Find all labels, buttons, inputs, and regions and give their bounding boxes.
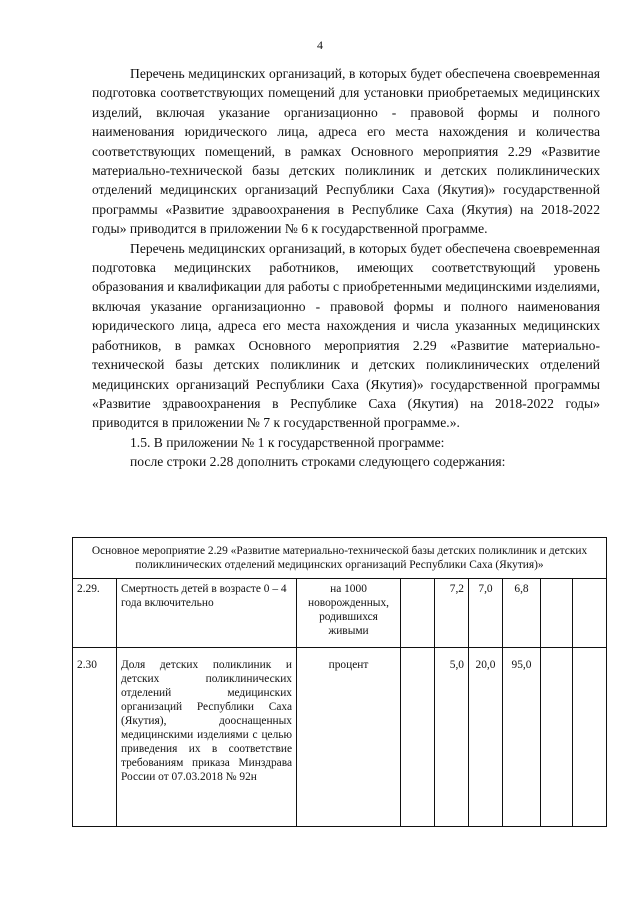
page-number: 4 — [317, 38, 323, 52]
table-row — [73, 579, 607, 648]
empty-cell — [541, 648, 573, 827]
paragraph-3: 1.5. В приложении № 1 к государственной программе: — [130, 434, 445, 450]
empty-cell — [401, 579, 435, 648]
empty-cell — [573, 648, 607, 827]
table-header-row — [73, 538, 607, 579]
table-header-cell: Основное мероприятие 2.29 «Развитие материально-технической базы детских поликлиник и детских поликлинических отделений медицинских организаций Республики Саха (Якутия)» — [73, 538, 607, 579]
indicators-table-wrapper — [72, 537, 606, 827]
value-cell: 95,0 — [503, 648, 541, 827]
value-cell: 7,0 — [469, 579, 503, 648]
indicators-table — [72, 537, 607, 827]
indicator-name: Доля детских поликлиник и детских поликлинических отделений медицинских организаций Республики Саха (Якутия), дооснащенных медицинскими изделиями с целью приведения их в соответствие требованиям приказа Минздрава России от 07.03.2018 № 92н — [117, 648, 297, 827]
empty-cell — [401, 648, 435, 827]
paragraph-4: после строки 2.28 дополнить строками следующего содержания: — [130, 454, 506, 470]
row-number: 2.29. — [73, 579, 117, 648]
body-text — [92, 64, 600, 472]
paragraph-1: Перечень медицинских организаций, в которых будет обеспечена своевременная подготовка соответствующих помещений для установки приобретаемых медицинских изделий, включая указание организационно - правовой формы и полного наименования юридического лица, адреса его места нахождения и количества соответствующих помещений, в рамках Основного мероприятия 2.29 «Развитие материально-технической базы детских поликлиник и детских поликлинических отделений медицинских организаций Республики Саха (Якутия)» государственной программы «Развитие здравоохранения в Республике Саха (Якутия) на 2018-2022 годы» приводится в приложении № 6 к государственной программе. — [92, 66, 600, 237]
value-cell: 20,0 — [469, 648, 503, 827]
indicator-name: Смертность детей в возрасте 0 – 4 года включительно — [117, 579, 297, 648]
empty-cell — [573, 579, 607, 648]
paragraph-2: Перечень медицинских организаций, в которых будет обеспечена своевременная подготовка медицинских работников, имеющих соответствующий уровень образования и квалификации для работы с приобретенными медицинскими изделиями, включая указание организационно - правовой формы и полного наименования юридического лица, адреса его места нахождения и числа указанных медицинских работников, в рамках Основного мероприятия 2.29 «Развитие материально-технической базы детских поликлиник и детских поликлинических отделений медицинских организаций Республики Саха (Якутия)» государственной программы «Развитие здравоохранения в Республике Саха (Якутия) на 2018-2022 годы» приводится в приложении № 7 к государственной программе.». — [92, 240, 600, 431]
empty-cell — [541, 579, 573, 648]
table-row — [73, 648, 607, 827]
unit-cell: процент — [297, 648, 401, 827]
row-number: 2.30 — [73, 648, 117, 827]
value-cell: 6,8 — [503, 579, 541, 648]
value-cell: 7,2 — [435, 579, 469, 648]
unit-cell: на 1000 новорожденных, родившихся живыми — [297, 579, 401, 648]
value-cell: 5,0 — [435, 648, 469, 827]
